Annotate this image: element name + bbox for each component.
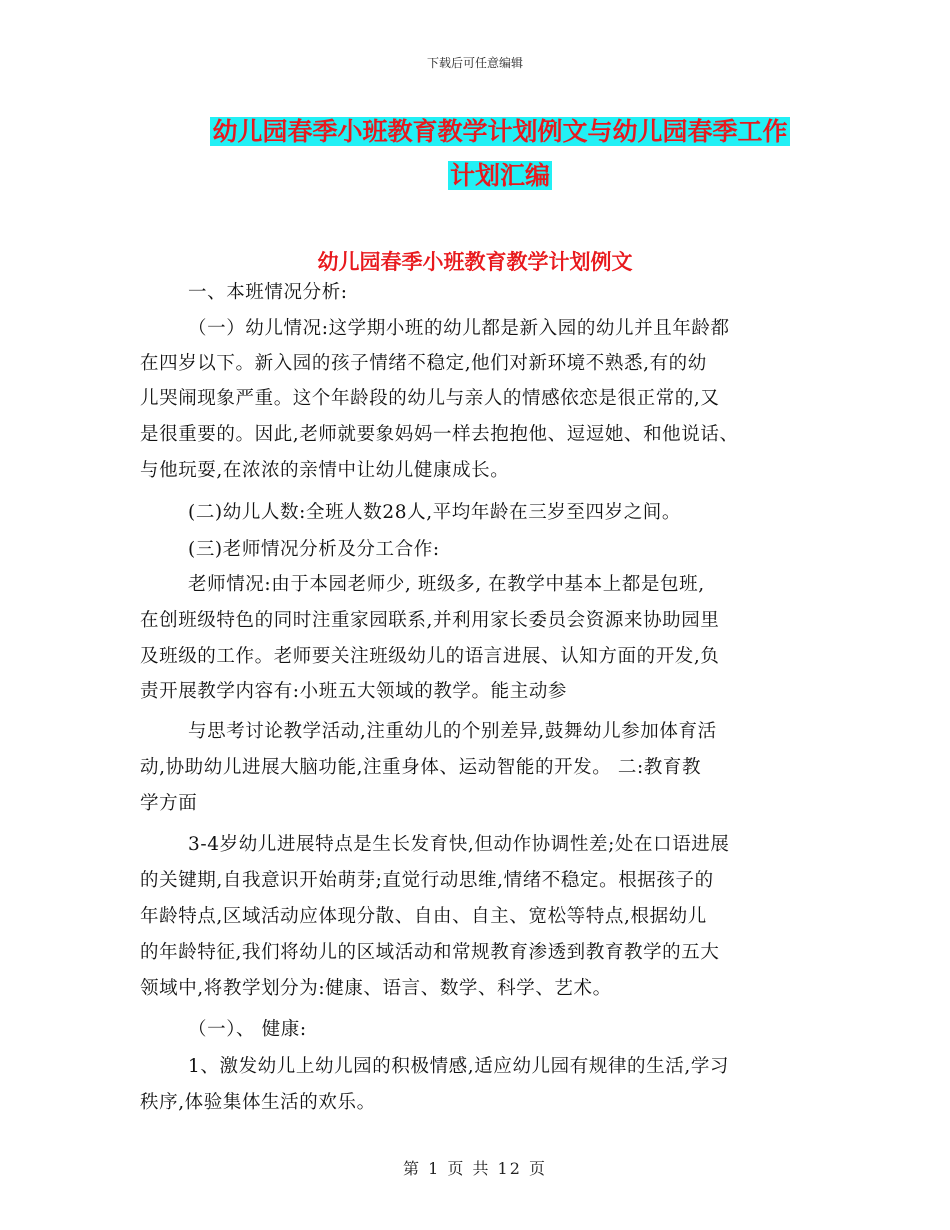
document-title-line-1: 幼儿园春季小班教育教学计划例文与幼儿园春季工作 (212, 117, 788, 146)
body-line: 领域中,将教学划分为:健康、语言、数学、科学、艺术。 (140, 978, 612, 999)
body-line: 责开展教学内容有:小班五大领域的教学。能主动参 (140, 681, 568, 702)
body-line: 在创班级特色的同时注重家园联系,并利用家长委员会资源来协助园里 (140, 610, 720, 631)
body-line: 一、本班情况分析: (188, 282, 348, 303)
body-line: 与思考讨论教学活动,注重幼儿的个别差异,鼓舞幼儿参加体育活 (188, 721, 717, 742)
body-line: 儿哭闹现象严重。这个年龄段的幼儿与亲人的情感依恋是很正常的,又 (140, 388, 720, 409)
body-line: 老师情况:由于本园老师少, 班级多, 在教学中基本上都是包班, (188, 574, 705, 595)
body-line: (三)老师情况分析及分工合作: (188, 539, 440, 560)
body-line: 是很重要的。因此,老师就要象妈妈一样去抱抱他、逗逗她、和他说话、 (140, 424, 739, 445)
body-line: 3-4岁幼儿进展特点是生长发育快,但动作协调性差;处在口语进展 (188, 834, 730, 855)
body-line: （一）幼儿情况:这学期小班的幼儿都是新入园的幼儿并且年龄都 (188, 318, 730, 339)
body-line: 1、激发幼儿上幼儿园的积极情感,适应幼儿园有规律的生活,学习 (188, 1056, 730, 1077)
body-line: 的关键期,自我意识开始萌芽;直觉行动思维,情绪不稳定。根据孩子的 (140, 870, 714, 891)
body-line: 动,协助幼儿进展大脑功能,注重身体、运动智能的开发。 二:教育教 (140, 757, 702, 778)
document-title (190, 110, 810, 198)
body-line: 秩序,体验集体生活的欢乐。 (140, 1092, 376, 1113)
body-line: 及班级的工作。老师要关注班级幼儿的语言进展、认知方面的开发,负 (140, 646, 720, 667)
body-line: 在四岁以下。新入园的孩子情绪不稳定,他们对新环境不熟悉,有的幼 (140, 353, 707, 374)
body-line: 的年龄特征,我们将幼儿的区域活动和常规教育渗透到教育教学的五大 (140, 942, 720, 963)
document-title-line-2: 计划汇编 (449, 161, 550, 190)
header-note: 下载后可任意编辑 (426, 56, 523, 70)
body-line: （一）、 健康: (188, 1019, 307, 1040)
body-line: 学方面 (140, 793, 198, 814)
page-footer: 第 1 页 共 12 页 (403, 1159, 547, 1178)
section-title: 幼儿园春季小班教育教学计划例文 (317, 249, 633, 274)
body-line: 与他玩耍,在浓浓的亲情中让幼儿健康成长。 (140, 460, 510, 481)
body-line: (二)幼儿人数:全班人数28人,平均年龄在三岁至四岁之间。 (188, 502, 681, 523)
body-line: 年龄特点,区域活动应体现分散、自由、自主、宽松等特点,根据幼儿 (140, 906, 707, 927)
